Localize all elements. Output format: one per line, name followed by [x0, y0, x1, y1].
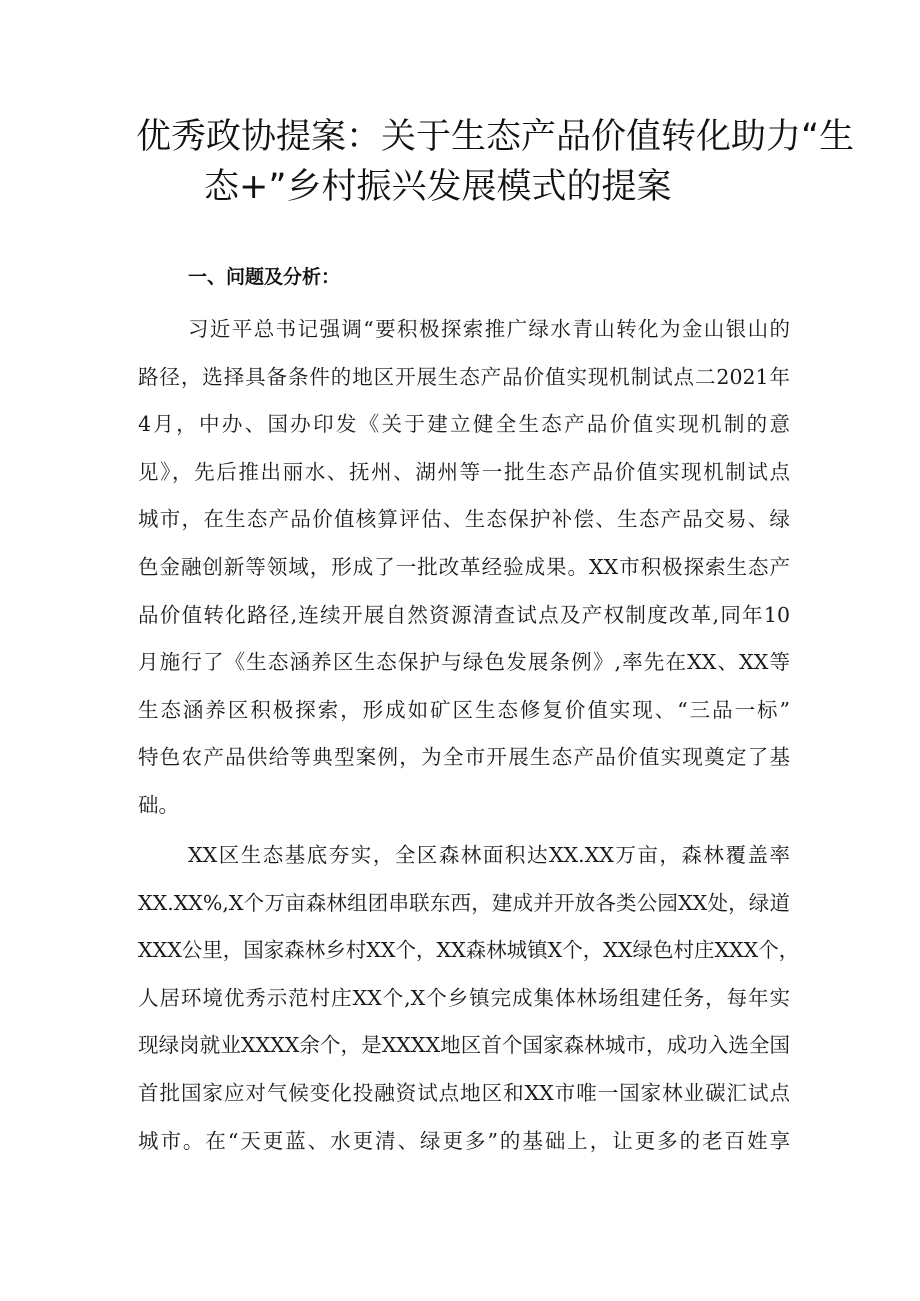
section-heading: 一、问题及分析：	[188, 266, 341, 288]
paragraph-line: 生态涵养区积极探索，形成如矿区生态修复价值实现、“三品一标”	[138, 697, 790, 722]
paragraph-line: 见》，先后推出丽水、抚州、湖州等一批生态产品价值实现机制试点	[138, 459, 790, 484]
paragraph-line: 习近平总书记强调“要积极探索推广绿水青山转化为金山银山的	[188, 317, 790, 341]
document-title	[136, 112, 855, 212]
body-paragraph	[138, 306, 790, 830]
body-paragraph	[138, 832, 800, 1165]
paragraph-line: 特色农产品供给等典型案例，为全市开展生态产品价值实现奠定了基	[138, 745, 790, 770]
paragraph-line: 月施行了《生态涵养区生态保护与绿色发展条例》,率先在XX、XX等	[138, 650, 790, 675]
paragraph-line: 品价值转化路径,连续开展自然资源清查试点及产权制度改革,同年10	[138, 602, 790, 627]
paragraph-line: 色金融创新等领域，形成了一批改革经验成果。XX市积极探索生态产	[138, 554, 790, 579]
paragraph-line: 础。	[138, 792, 179, 817]
paragraph-line: XXX公里，国家森林乡村XX个，XX森林城镇X个，XX绿色村庄XXX个，	[138, 938, 800, 963]
paragraph-line: 城市，在生态产品价值核算评估、生态保护补偿、生态产品交易、绿	[138, 507, 790, 532]
paragraph-line: XX区生态基底夯实，全区森林面积达XX.XX万亩，森林覆盖率	[188, 843, 790, 867]
paragraph-line: 首批国家应对气候变化投融资试点地区和XX市唯一国家林业碳汇试点	[138, 1080, 790, 1105]
paragraph-line: 路径，选择具备条件的地区开展生态产品价值实现机制试点二2021年	[138, 364, 790, 389]
paragraph-line: XX.XX%,X个万亩森林组团串联东西，建成并开放各类公园XX处，绿道	[138, 890, 790, 915]
paragraph-line: 城市。在“天更蓝、水更清、绿更多”的基础上，让更多的老百姓享	[138, 1128, 790, 1153]
paragraph-line: 4月，中办、国办印发《关于建立健全生态产品价值实现机制的意	[138, 412, 790, 437]
title-line: 优秀政协提案：关于生态产品价值转化助力“生	[136, 117, 855, 157]
paragraph-line: 现绿岗就业XXXX余个，是XXXX地区首个国家森林城市，成功入选全国	[138, 1033, 790, 1058]
title-line: 态+”乡村振兴发展模式的提案	[204, 167, 672, 207]
paragraph-line: 人居环境优秀示范村庄XX个,X个乡镇完成集体林场组建任务，每年实	[138, 985, 790, 1010]
